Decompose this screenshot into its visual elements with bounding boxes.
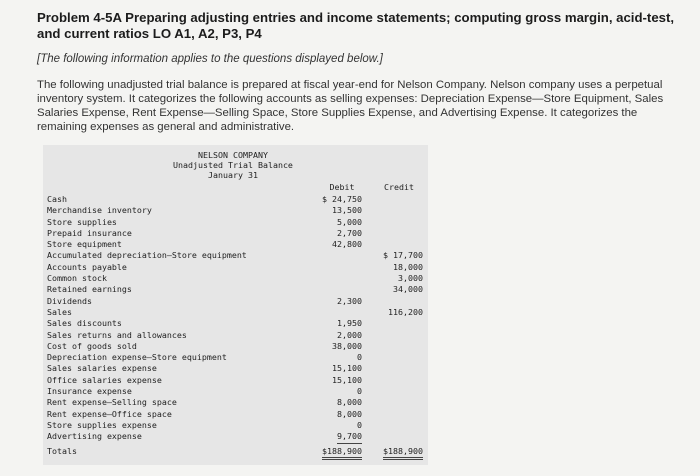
debit-amount: 42,800 bbox=[332, 239, 362, 250]
account-name: Merchandise inventory bbox=[47, 205, 152, 216]
table-row bbox=[47, 375, 427, 386]
account-name: Accounts payable bbox=[47, 261, 127, 272]
table-row bbox=[47, 273, 427, 284]
table-row bbox=[47, 397, 427, 408]
credit-amount: 116,200 bbox=[388, 306, 423, 317]
table-row bbox=[47, 420, 427, 431]
table-row bbox=[47, 205, 427, 216]
account-name: Dividends bbox=[47, 295, 92, 306]
debit-amount: 5,000 bbox=[337, 216, 362, 227]
report-date: January 31 bbox=[208, 170, 258, 180]
table-row bbox=[47, 330, 427, 341]
table-row bbox=[47, 284, 427, 295]
account-name: Accumulated depreciation—Store equipment bbox=[47, 250, 247, 261]
debit-amount: 15,100 bbox=[332, 374, 362, 385]
problem-note: [The following information applies to the questions displayed below.] bbox=[37, 53, 383, 65]
table-row bbox=[47, 228, 427, 239]
table-row bbox=[47, 318, 427, 329]
account-name: Store equipment bbox=[47, 239, 122, 250]
debit-amount: 9,700 bbox=[337, 431, 362, 443]
account-name: Rent expense—Selling space bbox=[47, 397, 177, 408]
account-name: Cost of goods sold bbox=[47, 340, 137, 351]
account-name: Sales discounts bbox=[47, 318, 122, 329]
table-row bbox=[47, 363, 427, 374]
account-name: Common stock bbox=[47, 273, 107, 284]
table-row bbox=[47, 194, 427, 205]
account-name: Cash bbox=[47, 194, 67, 204]
debit-amount: 2,000 bbox=[337, 329, 362, 340]
totals-label: Totals bbox=[47, 445, 77, 456]
account-name: Rent expense—Office space bbox=[47, 408, 172, 419]
table-row bbox=[47, 250, 427, 261]
table-row bbox=[47, 409, 427, 420]
debit-amount: 2,300 bbox=[337, 295, 362, 306]
debit-amount: 2,700 bbox=[337, 227, 362, 238]
totals-credit: $188,900 bbox=[383, 446, 423, 460]
account-name: Insurance expense bbox=[47, 386, 132, 397]
table-row bbox=[47, 296, 427, 307]
totals-debit: $188,900 bbox=[322, 446, 362, 460]
account-name: Office salaries expense bbox=[47, 374, 162, 385]
debit-amount: $ 24,750 bbox=[322, 194, 362, 204]
debit-amount: 0 bbox=[357, 419, 362, 430]
table-row bbox=[47, 217, 427, 228]
account-name: Depreciation expense—Store equipment bbox=[47, 352, 227, 363]
credit-amount: 34,000 bbox=[393, 284, 423, 295]
credit-column-header: Credit bbox=[384, 182, 414, 192]
account-name: Advertising expense bbox=[47, 431, 142, 442]
debit-amount: 13,500 bbox=[332, 205, 362, 216]
account-name: Sales bbox=[47, 306, 72, 317]
credit-amount: 3,000 bbox=[398, 273, 423, 284]
credit-amount: $ 17,700 bbox=[383, 250, 423, 261]
account-name: Sales returns and allowances bbox=[47, 329, 187, 340]
debit-amount: 8,000 bbox=[337, 397, 362, 408]
report-name: Unadjusted Trial Balance bbox=[173, 160, 293, 170]
problem-description: The following unadjusted trial balance is prepared at fiscal year-end for Nelson Company. Nelson company uses a perpetual inventory system. It categorizes the following accounts as selling expenses: Depreciation Expense—Store Equipment, Sales Salaries Expense, Rent Expense—Selling Space, Store Supplies Expense, and Advertising Expense. It categorizes the remaining expenses as general and administrative. bbox=[37, 79, 664, 133]
account-name: Sales salaries expense bbox=[47, 363, 157, 374]
table-row bbox=[47, 307, 427, 318]
debit-amount: 0 bbox=[357, 352, 362, 363]
trial-balance-header bbox=[158, 150, 308, 180]
debit-amount: 0 bbox=[357, 386, 362, 397]
account-name: Store supplies expense bbox=[47, 419, 157, 430]
trial-balance-rows bbox=[47, 194, 427, 457]
trial-balance-table bbox=[43, 145, 428, 465]
account-name: Retained earnings bbox=[47, 284, 132, 295]
debit-amount: 1,950 bbox=[337, 318, 362, 329]
company-name: NELSON COMPANY bbox=[198, 150, 268, 160]
credit-amount: 18,000 bbox=[393, 261, 423, 272]
debit-column-header: Debit bbox=[329, 182, 355, 192]
debit-amount: 15,100 bbox=[332, 363, 362, 374]
table-row-totals bbox=[47, 446, 427, 457]
account-name: Store supplies bbox=[47, 216, 117, 227]
debit-amount: 8,000 bbox=[337, 408, 362, 419]
table-row bbox=[47, 352, 427, 363]
debit-amount: 38,000 bbox=[332, 340, 362, 351]
account-name: Prepaid insurance bbox=[47, 227, 132, 238]
table-row bbox=[47, 341, 427, 352]
table-row bbox=[47, 262, 427, 273]
problem-title: Problem 4-5A Preparing adjusting entries and income statements; computing gross margin, acid-test, and current ratios LO A1, A2, P3, P4 bbox=[37, 10, 675, 41]
table-row bbox=[47, 239, 427, 250]
table-row bbox=[47, 431, 427, 442]
table-row bbox=[47, 386, 427, 397]
